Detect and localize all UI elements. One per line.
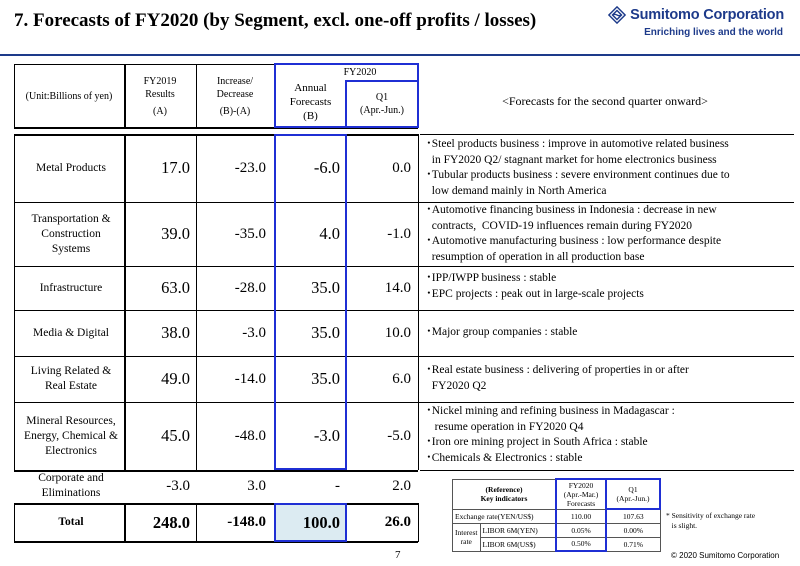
value-annual: 35.0 xyxy=(311,323,340,342)
value-fy2019: 38.0 xyxy=(161,323,190,342)
comment-text: ･Automotive financing business in Indonesia : decrease in new contracts, COVID-19 influences remain during FY2020 ･Automotive manufacturing business : low performance despite resumption of operation in all production base xyxy=(426,204,722,263)
value-incdec: -48.0 xyxy=(234,427,266,444)
sumitomo-mark-icon xyxy=(608,6,626,24)
comment-header: <Forecasts for the second quarter onward> xyxy=(502,93,708,108)
value-fy2019: -3.0 xyxy=(166,477,190,494)
page-title: 7. Forecasts of FY2020 (by Segment, excl. one-off profits / losses) xyxy=(14,10,537,31)
value-q1: 14.0 xyxy=(384,279,411,296)
value-annual: 35.0 xyxy=(311,278,340,297)
value-fy2019: 17.0 xyxy=(161,158,190,177)
value-fy2019: 45.0 xyxy=(161,426,190,445)
value-annual: 35.0 xyxy=(311,369,340,388)
value-q1: 6.0 xyxy=(392,370,411,387)
segment-label: Transportation & Construction Systems xyxy=(31,212,111,255)
total-annual: 100.0 xyxy=(302,512,340,532)
value-incdec: -28.0 xyxy=(234,279,266,296)
value-annual: 4.0 xyxy=(319,224,340,243)
segment-label: Infrastructure xyxy=(39,281,103,294)
sensitivity-note: * Sensitivity of exchange rate is slight. xyxy=(666,511,756,530)
ref-libor-usd-label: LIBOR 6M(US$) xyxy=(480,537,556,551)
ref-fx-q1: 107.63 xyxy=(606,509,660,523)
value-incdec: 3.0 xyxy=(247,477,266,494)
key-indicators-table xyxy=(452,478,661,552)
ref-fx-label: Exchange rate(YEN/US$) xyxy=(453,509,557,523)
copyright: © 2020 Sumitomo Corporation xyxy=(671,551,780,560)
value-incdec: -14.0 xyxy=(234,370,266,387)
ref-interest-label: Interest rate xyxy=(453,523,481,551)
col-header-fy2019: FY2019 Results (A) xyxy=(143,75,177,117)
value-incdec: -35.0 xyxy=(234,225,266,242)
segment-label: Mineral Resources, Energy, Chemical & Electronics xyxy=(24,414,118,457)
value-annual: -6.0 xyxy=(313,158,340,177)
brand-name: Sumitomo Corporation xyxy=(630,7,784,23)
ref-libor-yen-label: LIBOR 6M(YEN) xyxy=(480,523,556,537)
value-annual: - xyxy=(335,477,340,494)
total-fy2019: 248.0 xyxy=(152,512,190,532)
segment-label: Metal Products xyxy=(36,161,106,174)
total-incdec: -148.0 xyxy=(227,514,266,530)
comment-text: ･Major group companies : stable xyxy=(426,326,578,338)
col-header-incdec: Increase/ Decrease (B)-(A) xyxy=(216,75,254,117)
unit-label: (Unit:Billions of yen) xyxy=(25,90,113,102)
ref-libor-usd-forecast: 0.50% xyxy=(556,537,606,551)
ref-fx-forecast: 110.00 xyxy=(556,509,606,523)
value-q1: 10.0 xyxy=(384,324,411,341)
comment-text: ･IPP/IWPP business : stable ･EPC projects : peak out in large-scale projects xyxy=(426,272,644,300)
page-number: 7 xyxy=(395,549,401,561)
comment-text: ･Steel products business : improve in automotive related business in FY2020 Q2/ stagnant market for home electronics business ･Tubular products business : severe environment continues due to low demand mainly in North America xyxy=(426,138,730,197)
ref-libor-usd-q1: 0.71% xyxy=(606,537,660,551)
value-incdec: -23.0 xyxy=(234,159,266,176)
col-header-annual: Annual Forecasts (B) xyxy=(289,82,332,122)
ref-col-forecast: FY2020 (Apr.-Mar.) Forecasts xyxy=(556,479,606,509)
segment-label: Living Related & Real Estate xyxy=(30,365,112,392)
ref-libor-yen-forecast: 0.05% xyxy=(556,523,606,537)
comment-text: ･Nickel mining and refining business in Madagascar : resume operation in FY2020 Q4 ･Iron ore mining project in South Africa : stable ･Chemicals & Electronics : stable xyxy=(426,405,675,464)
value-q1: -1.0 xyxy=(387,225,411,242)
ref-col-q1: Q1 (Apr.-Jun.) xyxy=(606,479,660,509)
value-q1: 2.0 xyxy=(392,477,411,494)
ref-title: (Reference) Key indicators xyxy=(453,479,557,509)
value-fy2019: 39.0 xyxy=(161,224,190,243)
value-q1: -5.0 xyxy=(387,427,411,444)
segment-label: Corporate and Eliminations xyxy=(38,472,104,499)
total-label: Total xyxy=(58,516,84,528)
total-q1: 26.0 xyxy=(384,514,411,530)
company-logo xyxy=(608,6,784,38)
col-header-q1: Q1 (Apr.-Jun.) xyxy=(360,92,404,116)
value-annual: -3.0 xyxy=(313,426,340,445)
segment-label: Media & Digital xyxy=(32,326,109,339)
brand-tagline: Enriching lives and the world xyxy=(644,27,783,38)
title-divider xyxy=(0,54,800,56)
comment-text: ･Real estate business : delivering of properties in or after FY2020 Q2 xyxy=(426,364,689,392)
ref-libor-yen-q1: 0.00% xyxy=(606,523,660,537)
value-fy2019: 49.0 xyxy=(161,369,190,388)
value-q1: 0.0 xyxy=(392,159,411,176)
value-incdec: -3.0 xyxy=(242,324,266,341)
col-group-fy2020: FY2020 xyxy=(343,66,377,78)
value-fy2019: 63.0 xyxy=(161,278,190,297)
